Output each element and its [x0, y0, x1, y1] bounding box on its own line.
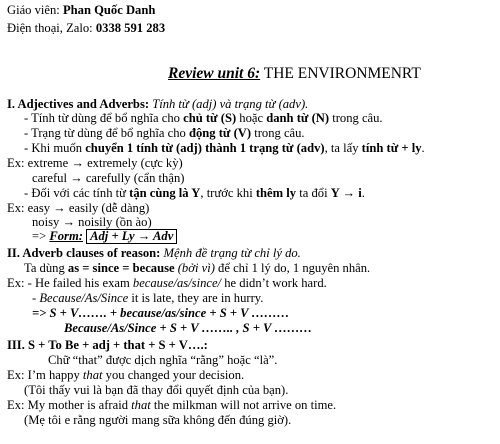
- s3-example-1: Ex: I’m happy that you changed your decision.: [7, 368, 245, 382]
- s1-rule-adj: - Tính từ dùng để bổ nghĩa cho chủ từ (S) hoặc danh từ (N) trong câu.: [24, 111, 383, 125]
- s2-rule: Ta dùng as = since = because (bởi vì) để chỉ 1 lý do, 1 nguyên nhân.: [24, 261, 371, 275]
- s1-example-1: Ex: extreme → extremely (cực kỳ): [7, 156, 183, 170]
- s2-formula-1: => S + V……. + because/as/since + S + V ………: [32, 306, 290, 320]
- s3-example-1-translation: (Tôi thấy vui là bạn đã thay đổi quyết định của bạn).: [24, 383, 289, 397]
- title-topic: THE ENVIRONMENRT: [260, 65, 421, 82]
- page-title: [168, 65, 421, 83]
- phone-line: [7, 21, 165, 36]
- section-2-heading: II. Adverb clauses of reason: Mệnh đề trạng từ chỉ lý do.: [7, 246, 301, 260]
- form-box: Adj + Ly → Adv: [86, 229, 177, 244]
- s1-rule-y: - Đối với các tính từ tận cùng là Y, trước khi thêm ly ta đổi Y → i.: [24, 186, 365, 200]
- s1-example-4: noisy → noisily (ồn ào): [32, 215, 152, 229]
- phone-number: 0338 591 283: [95, 21, 166, 35]
- s1-rule-adv: - Trạng từ dùng để bổ nghĩa cho động từ (V) trong câu.: [24, 126, 305, 140]
- s1-form: => Form: Adj + Ly → Adv: [32, 229, 177, 244]
- s2-example-2: - Because/As/Since it is late, they are in hurry.: [32, 291, 264, 305]
- s1-rule-convert: - Khi muốn chuyển 1 tính từ (adj) thành 1 trạng từ (adv), ta lấy tính từ + ly.: [24, 141, 425, 155]
- s3-rule: Chữ “that” được dịch nghĩa “rằng” hoặc “là”.: [48, 353, 278, 367]
- s2-formula-2: Because/As/Since + S + V …….. , S + V ………: [64, 321, 313, 335]
- s3-example-2: Ex: My mother is afraid that the milkman will not arrive on time.: [7, 398, 337, 412]
- teacher-label: Giáo viên:: [7, 3, 63, 17]
- section-1-heading: I. Adjectives and Adverbs: Tính từ (adj) và trạng từ (adv).: [7, 97, 309, 111]
- s1-example-3: Ex: easy → easily (dễ dàng): [7, 201, 150, 215]
- s2-example-1: Ex: - He failed his exam because/as/since/ he didn’t work hard.: [7, 276, 327, 290]
- s1-example-2: careful → carefully (cẩn thận): [32, 171, 185, 185]
- title-prefix: Review unit 6:: [168, 65, 261, 82]
- phone-label: Điện thoại, Zalo:: [7, 21, 96, 35]
- section-3-heading: III. S + To Be + adj + that + S + V….:: [7, 338, 208, 352]
- s3-example-2-translation: (Mẹ tôi e rằng người mang sữa không đến đúng giờ).: [24, 413, 292, 427]
- teacher-name: Phan Quốc Danh: [62, 3, 156, 17]
- teacher-line: [7, 3, 155, 18]
